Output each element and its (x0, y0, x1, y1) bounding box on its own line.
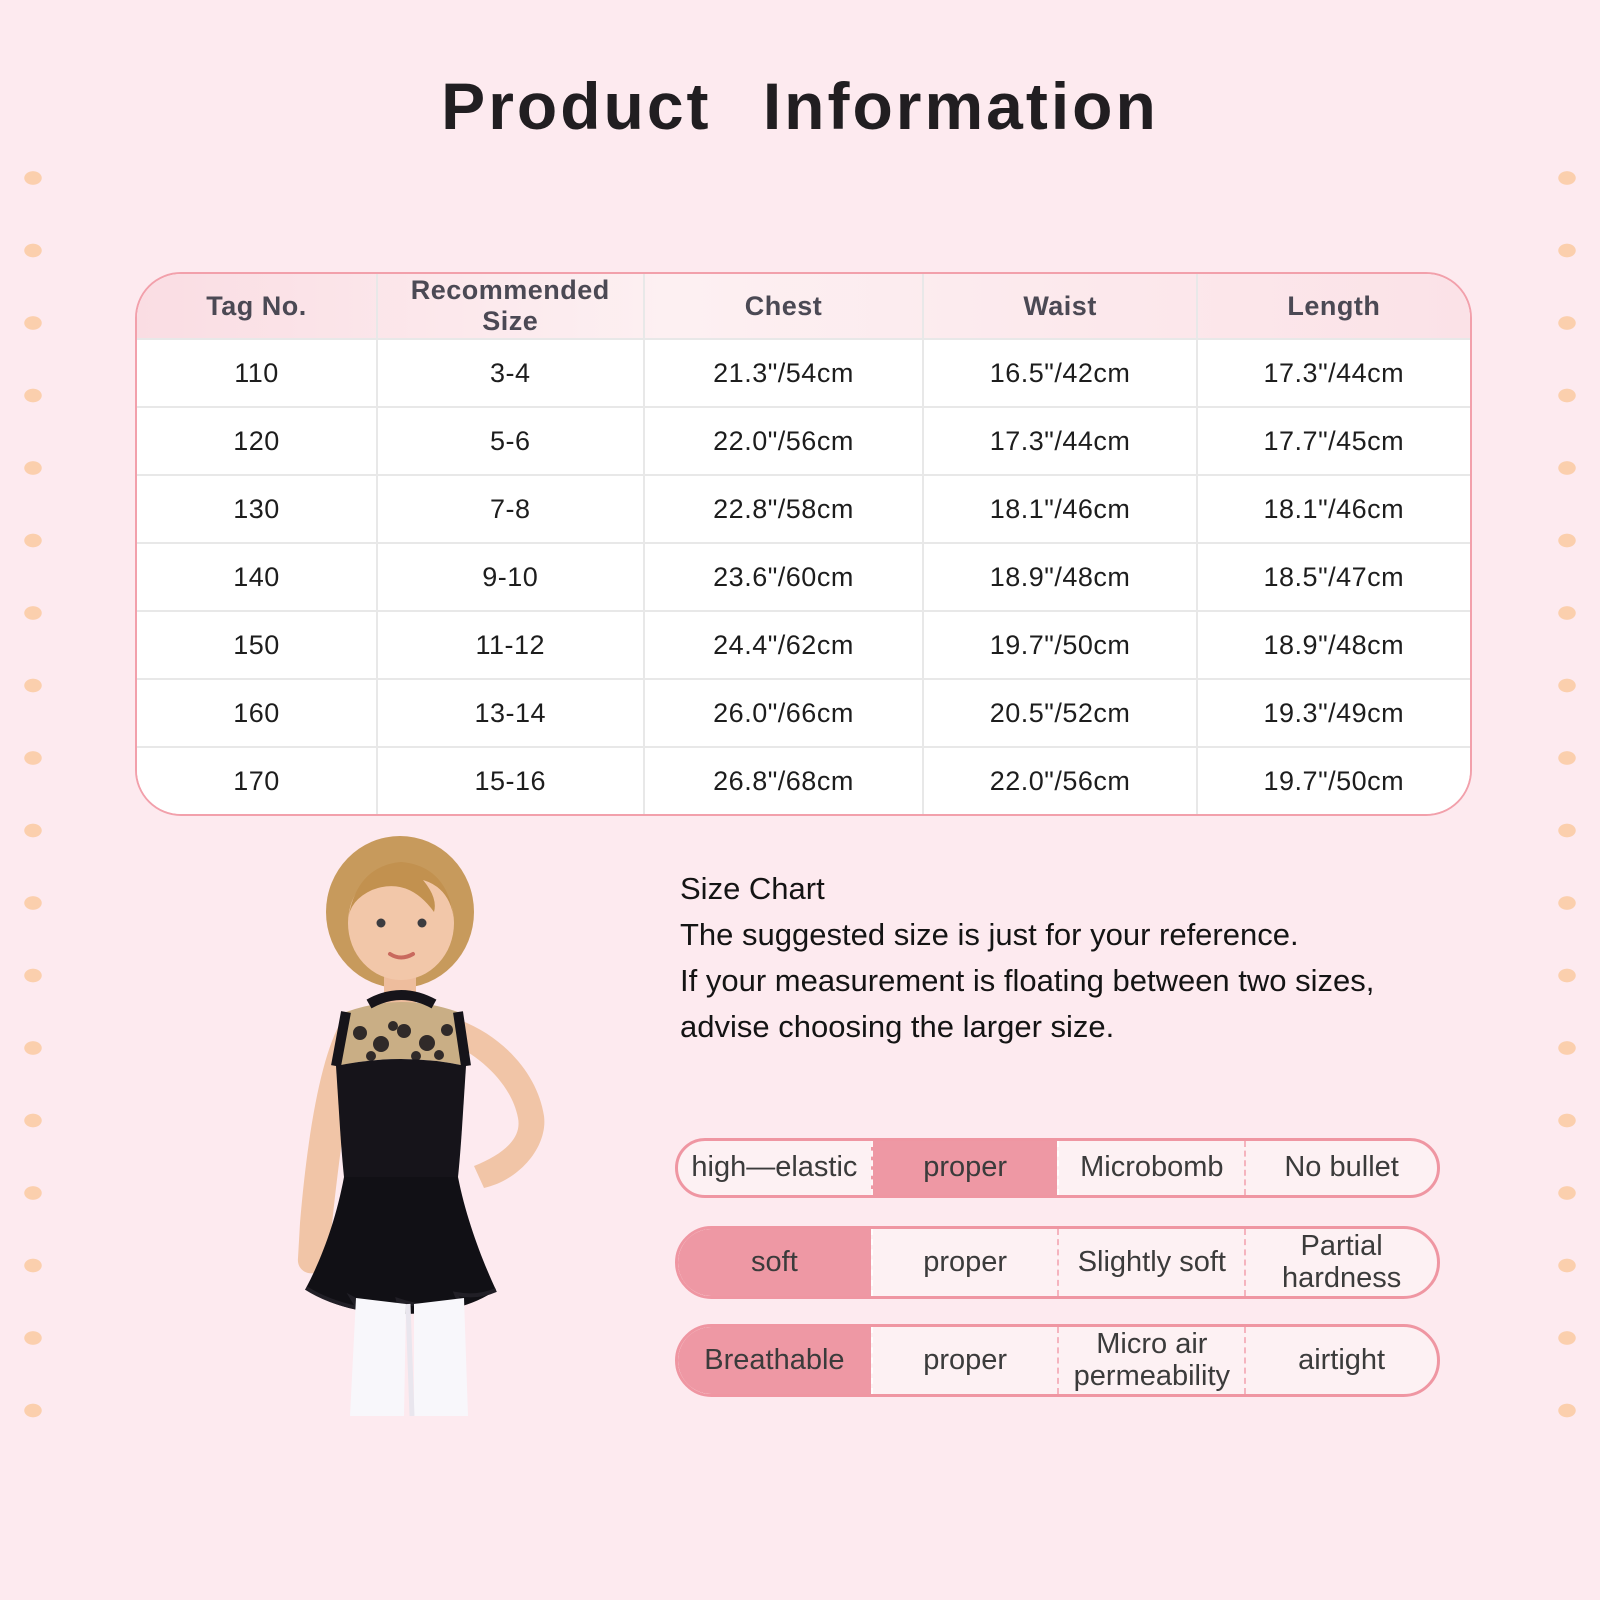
cell-chest: 23.6"/60cm (644, 543, 924, 611)
segment-label: Microbomb (1080, 1151, 1224, 1184)
decorative-dots-left (12, 140, 54, 1470)
feature-segment (1244, 1229, 1437, 1296)
col-header-chest: Chest (644, 274, 924, 339)
cell-size: 3-4 (377, 339, 644, 407)
cell-waist: 16.5"/42cm (923, 339, 1196, 407)
cell-chest: 24.4"/62cm (644, 611, 924, 679)
cell-size: 7-8 (377, 475, 644, 543)
segment-label: soft (751, 1245, 798, 1278)
table-row (137, 407, 1470, 475)
size-table-header (137, 274, 1470, 339)
feature-bar-softness (675, 1226, 1440, 1299)
feature-segment (678, 1141, 871, 1195)
segment-label: Breathable (704, 1343, 845, 1376)
segment-label: Slightly soft (1077, 1245, 1226, 1278)
feature-segment (678, 1327, 871, 1394)
segment-label: Partial hardness (1281, 1230, 1402, 1294)
note-line: If your measurement is floating between two sizes, (680, 963, 1375, 998)
cell-size: 5-6 (377, 407, 644, 475)
cell-tag: 150 (137, 611, 377, 679)
cell-tag: 140 (137, 543, 377, 611)
cell-chest: 21.3"/54cm (644, 339, 924, 407)
note-line: The suggested size is just for your reference. (680, 917, 1299, 952)
cell-length: 17.7"/45cm (1197, 407, 1470, 475)
col-header-length: Length (1197, 274, 1470, 339)
size-chart-table (135, 272, 1472, 816)
cell-waist: 22.0"/56cm (923, 747, 1196, 814)
cell-waist: 18.1"/46cm (923, 475, 1196, 543)
cell-length: 18.9"/48cm (1197, 611, 1470, 679)
cell-chest: 22.8"/58cm (644, 475, 924, 543)
segment-label: proper (923, 1245, 1008, 1278)
cell-waist: 18.9"/48cm (923, 543, 1196, 611)
cell-length: 18.5"/47cm (1197, 543, 1470, 611)
col-header-tag-no: Tag No. (206, 290, 307, 321)
cell-waist: 17.3"/44cm (923, 407, 1196, 475)
segment-label: Micro air permeability (1073, 1328, 1230, 1392)
table-row (137, 611, 1470, 679)
model-photo-girl-in-black-lace-leotard-dress (238, 828, 658, 1416)
feature-bar-breathability (675, 1324, 1440, 1397)
feature-segment (871, 1229, 1058, 1296)
table-row (137, 475, 1470, 543)
feature-segment (871, 1141, 1058, 1195)
note-title: Size Chart (680, 871, 825, 906)
col-header-recommended-size: Recommended Size (377, 274, 644, 339)
cell-size: 9-10 (377, 543, 644, 611)
feature-segment (871, 1327, 1058, 1394)
cell-waist: 20.5"/52cm (923, 679, 1196, 747)
cell-waist: 19.7"/50cm (923, 611, 1196, 679)
cell-tag: 130 (137, 475, 377, 543)
segment-label: No bullet (1284, 1151, 1399, 1184)
table-row (137, 339, 1470, 407)
feature-segment (1244, 1141, 1437, 1195)
cell-length: 18.1"/46cm (1197, 475, 1470, 543)
feature-segment (1057, 1327, 1244, 1394)
cell-size: 11-12 (377, 611, 644, 679)
segment-label: proper (923, 1151, 1008, 1184)
table-row (137, 679, 1470, 747)
table-row (137, 747, 1470, 814)
segment-label: high—elastic (691, 1151, 858, 1184)
cell-chest: 26.0"/66cm (644, 679, 924, 747)
cell-chest: 26.8"/68cm (644, 747, 924, 814)
cell-size: 13-14 (377, 679, 644, 747)
feature-segment (678, 1229, 871, 1296)
page-title: Product Information (441, 69, 1159, 143)
cell-length: 19.7"/50cm (1197, 747, 1470, 814)
cell-size: 15-16 (377, 747, 644, 814)
cell-length: 19.3"/49cm (1197, 679, 1470, 747)
cell-tag: 170 (137, 747, 377, 814)
feature-bar-elasticity (675, 1138, 1440, 1198)
note-line: advise choosing the larger size. (680, 1009, 1115, 1044)
cell-length: 17.3"/44cm (1197, 339, 1470, 407)
cell-tag: 160 (137, 679, 377, 747)
segment-label: airtight (1298, 1343, 1386, 1376)
cell-tag: 120 (137, 407, 377, 475)
cell-tag: 110 (137, 339, 377, 407)
cell-chest: 22.0"/56cm (644, 407, 924, 475)
decorative-dots-right (1546, 140, 1588, 1470)
feature-segment (1244, 1327, 1437, 1394)
size-chart-note (680, 866, 1460, 1050)
segment-label: proper (923, 1343, 1008, 1376)
table-row (137, 543, 1470, 611)
feature-segment (1057, 1141, 1244, 1195)
col-header-waist: Waist (923, 274, 1196, 339)
feature-segment (1057, 1229, 1244, 1296)
